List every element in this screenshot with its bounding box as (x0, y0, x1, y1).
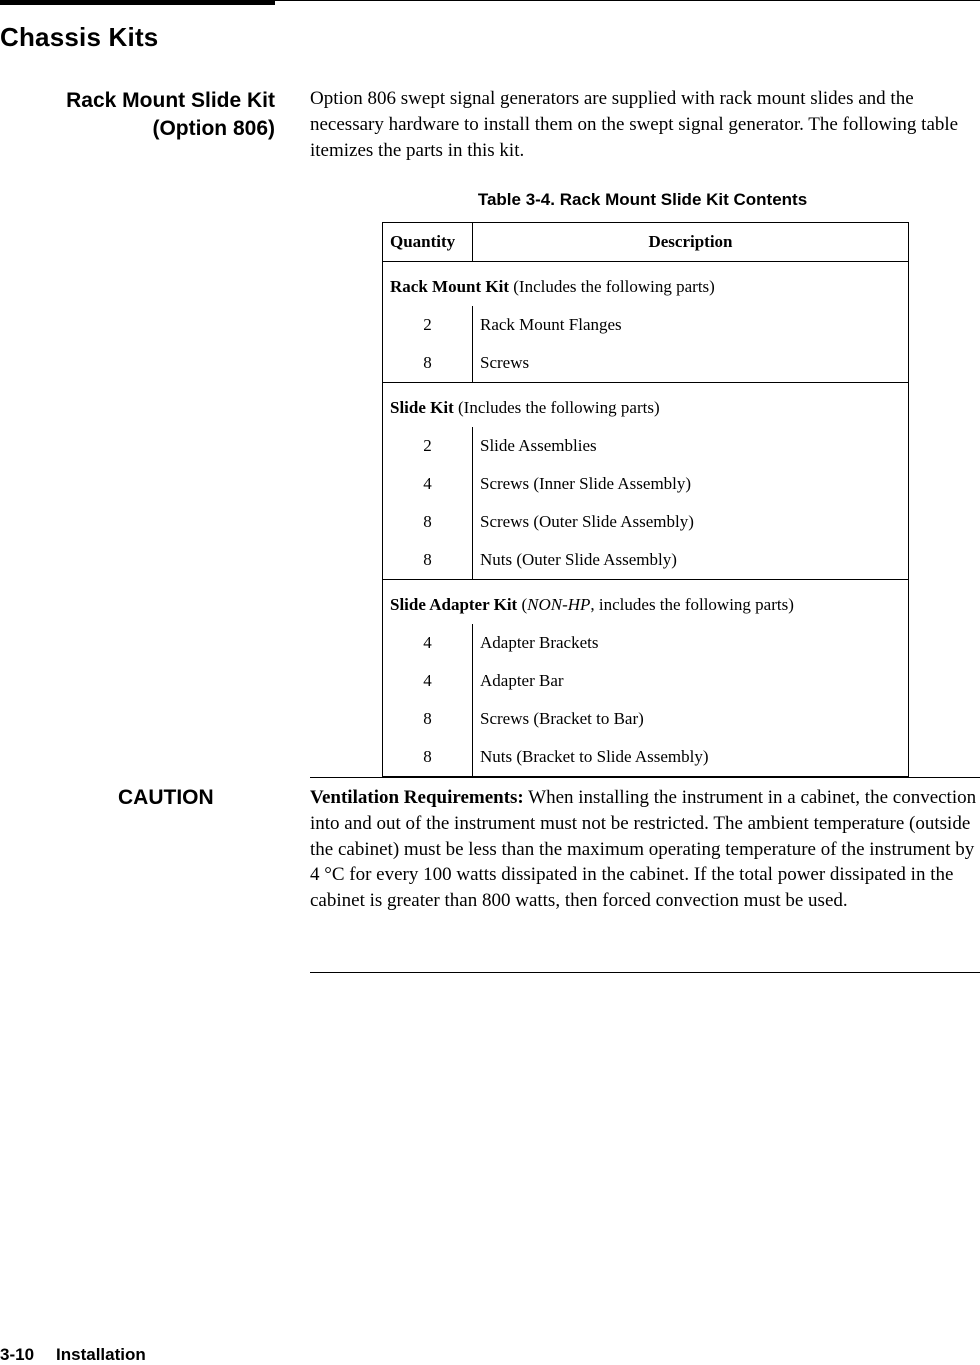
quantity-cell: 4 (383, 465, 473, 503)
page-footer (0, 1345, 168, 1365)
table-row (383, 700, 909, 738)
description-cell: Nuts (Bracket to Slide Assembly) (473, 738, 909, 777)
description-cell: Screws (Inner Slide Assembly) (480, 474, 692, 493)
group-note: (Includes the following parts) (509, 277, 715, 296)
caution-rule-top (310, 777, 980, 778)
group-row-slide-adapter-kit (383, 580, 909, 625)
table-header-row (383, 223, 909, 262)
header-description: Description (473, 223, 909, 262)
quantity-cell: 2 (383, 306, 473, 344)
quantity-cell: 4 (383, 662, 473, 700)
group-name: Slide Kit (390, 398, 454, 417)
group-row-slide-kit (383, 383, 909, 428)
description-cell: Adapter Brackets (480, 633, 599, 652)
group-note: (Includes the following parts) (453, 398, 660, 417)
caution-heading: Ventilation Requirements: (310, 787, 524, 808)
group-note-italic: NON-HP (527, 595, 591, 614)
table-row (383, 344, 909, 383)
kit-contents-table (382, 222, 909, 777)
quantity-cell: 8 (383, 700, 473, 738)
header-rule-thin (275, 0, 980, 1)
description-cell: Slide Assemblies (480, 436, 597, 455)
description-cell: Nuts (Outer Slide Assembly) (473, 541, 909, 580)
caution-body: When installing the instrument in a cabinet, the convection into and out of the instrument must not be restricted. The ambient temperature (outside the cabinet) must be less than the maximum operating temperature of the instrument by 4 °C for every 100 watts dissipated in the cabinet. If the total power dissipated in the cabinet is greater than 800 watts, then forced convection must be used. (310, 787, 977, 912)
header-rule-thick (0, 0, 275, 5)
quantity-cell: 2 (383, 427, 473, 465)
table-caption: Table 3-4. Rack Mount Slide Kit Contents (477, 190, 808, 209)
header-quantity: Quantity (383, 223, 473, 262)
table-row (383, 306, 909, 344)
quantity-cell: 8 (383, 738, 473, 777)
group-name: Slide Adapter Kit (390, 595, 518, 614)
caution-label: CAUTION (118, 786, 214, 809)
group-note-post: , includes the following parts) (590, 595, 794, 614)
section-title (0, 87, 275, 143)
caution-text (310, 785, 978, 914)
table-row (383, 662, 909, 700)
section-title-line2: (Option 806) (152, 117, 275, 140)
footer-chapter: Installation (56, 1345, 146, 1364)
intro-paragraph: Option 806 swept signal generators are supplied with rack mount slides and the necessary hardware to install them on the swept signal generator. The following table itemizes the parts in this kit. (310, 88, 959, 161)
quantity-cell: 4 (383, 624, 473, 662)
chapter-title: Chassis Kits (0, 22, 159, 52)
table-row (383, 624, 909, 662)
caution-rule-bottom (310, 972, 980, 973)
table-row (383, 738, 909, 777)
description-cell: Screws (Bracket to Bar) (480, 709, 644, 728)
quantity-cell: 8 (383, 344, 473, 383)
quantity-cell: 8 (383, 541, 473, 580)
table-row (383, 541, 909, 580)
table-row (383, 503, 909, 541)
quantity-cell: 8 (383, 503, 473, 541)
section-title-line1: Rack Mount Slide Kit (66, 89, 275, 112)
group-row-rack-mount-kit (383, 262, 909, 307)
description-cell: Rack Mount Flanges (480, 315, 622, 334)
description-cell: Adapter Bar (480, 671, 564, 690)
table-row (383, 465, 909, 503)
group-note-pre: ( (517, 595, 528, 614)
description-cell: Screws (473, 344, 909, 383)
description-cell: Screws (Outer Slide Assembly) (480, 512, 694, 531)
page-number: 3-10 (0, 1345, 35, 1364)
group-name: Rack Mount Kit (390, 277, 509, 296)
table-row (383, 427, 909, 465)
